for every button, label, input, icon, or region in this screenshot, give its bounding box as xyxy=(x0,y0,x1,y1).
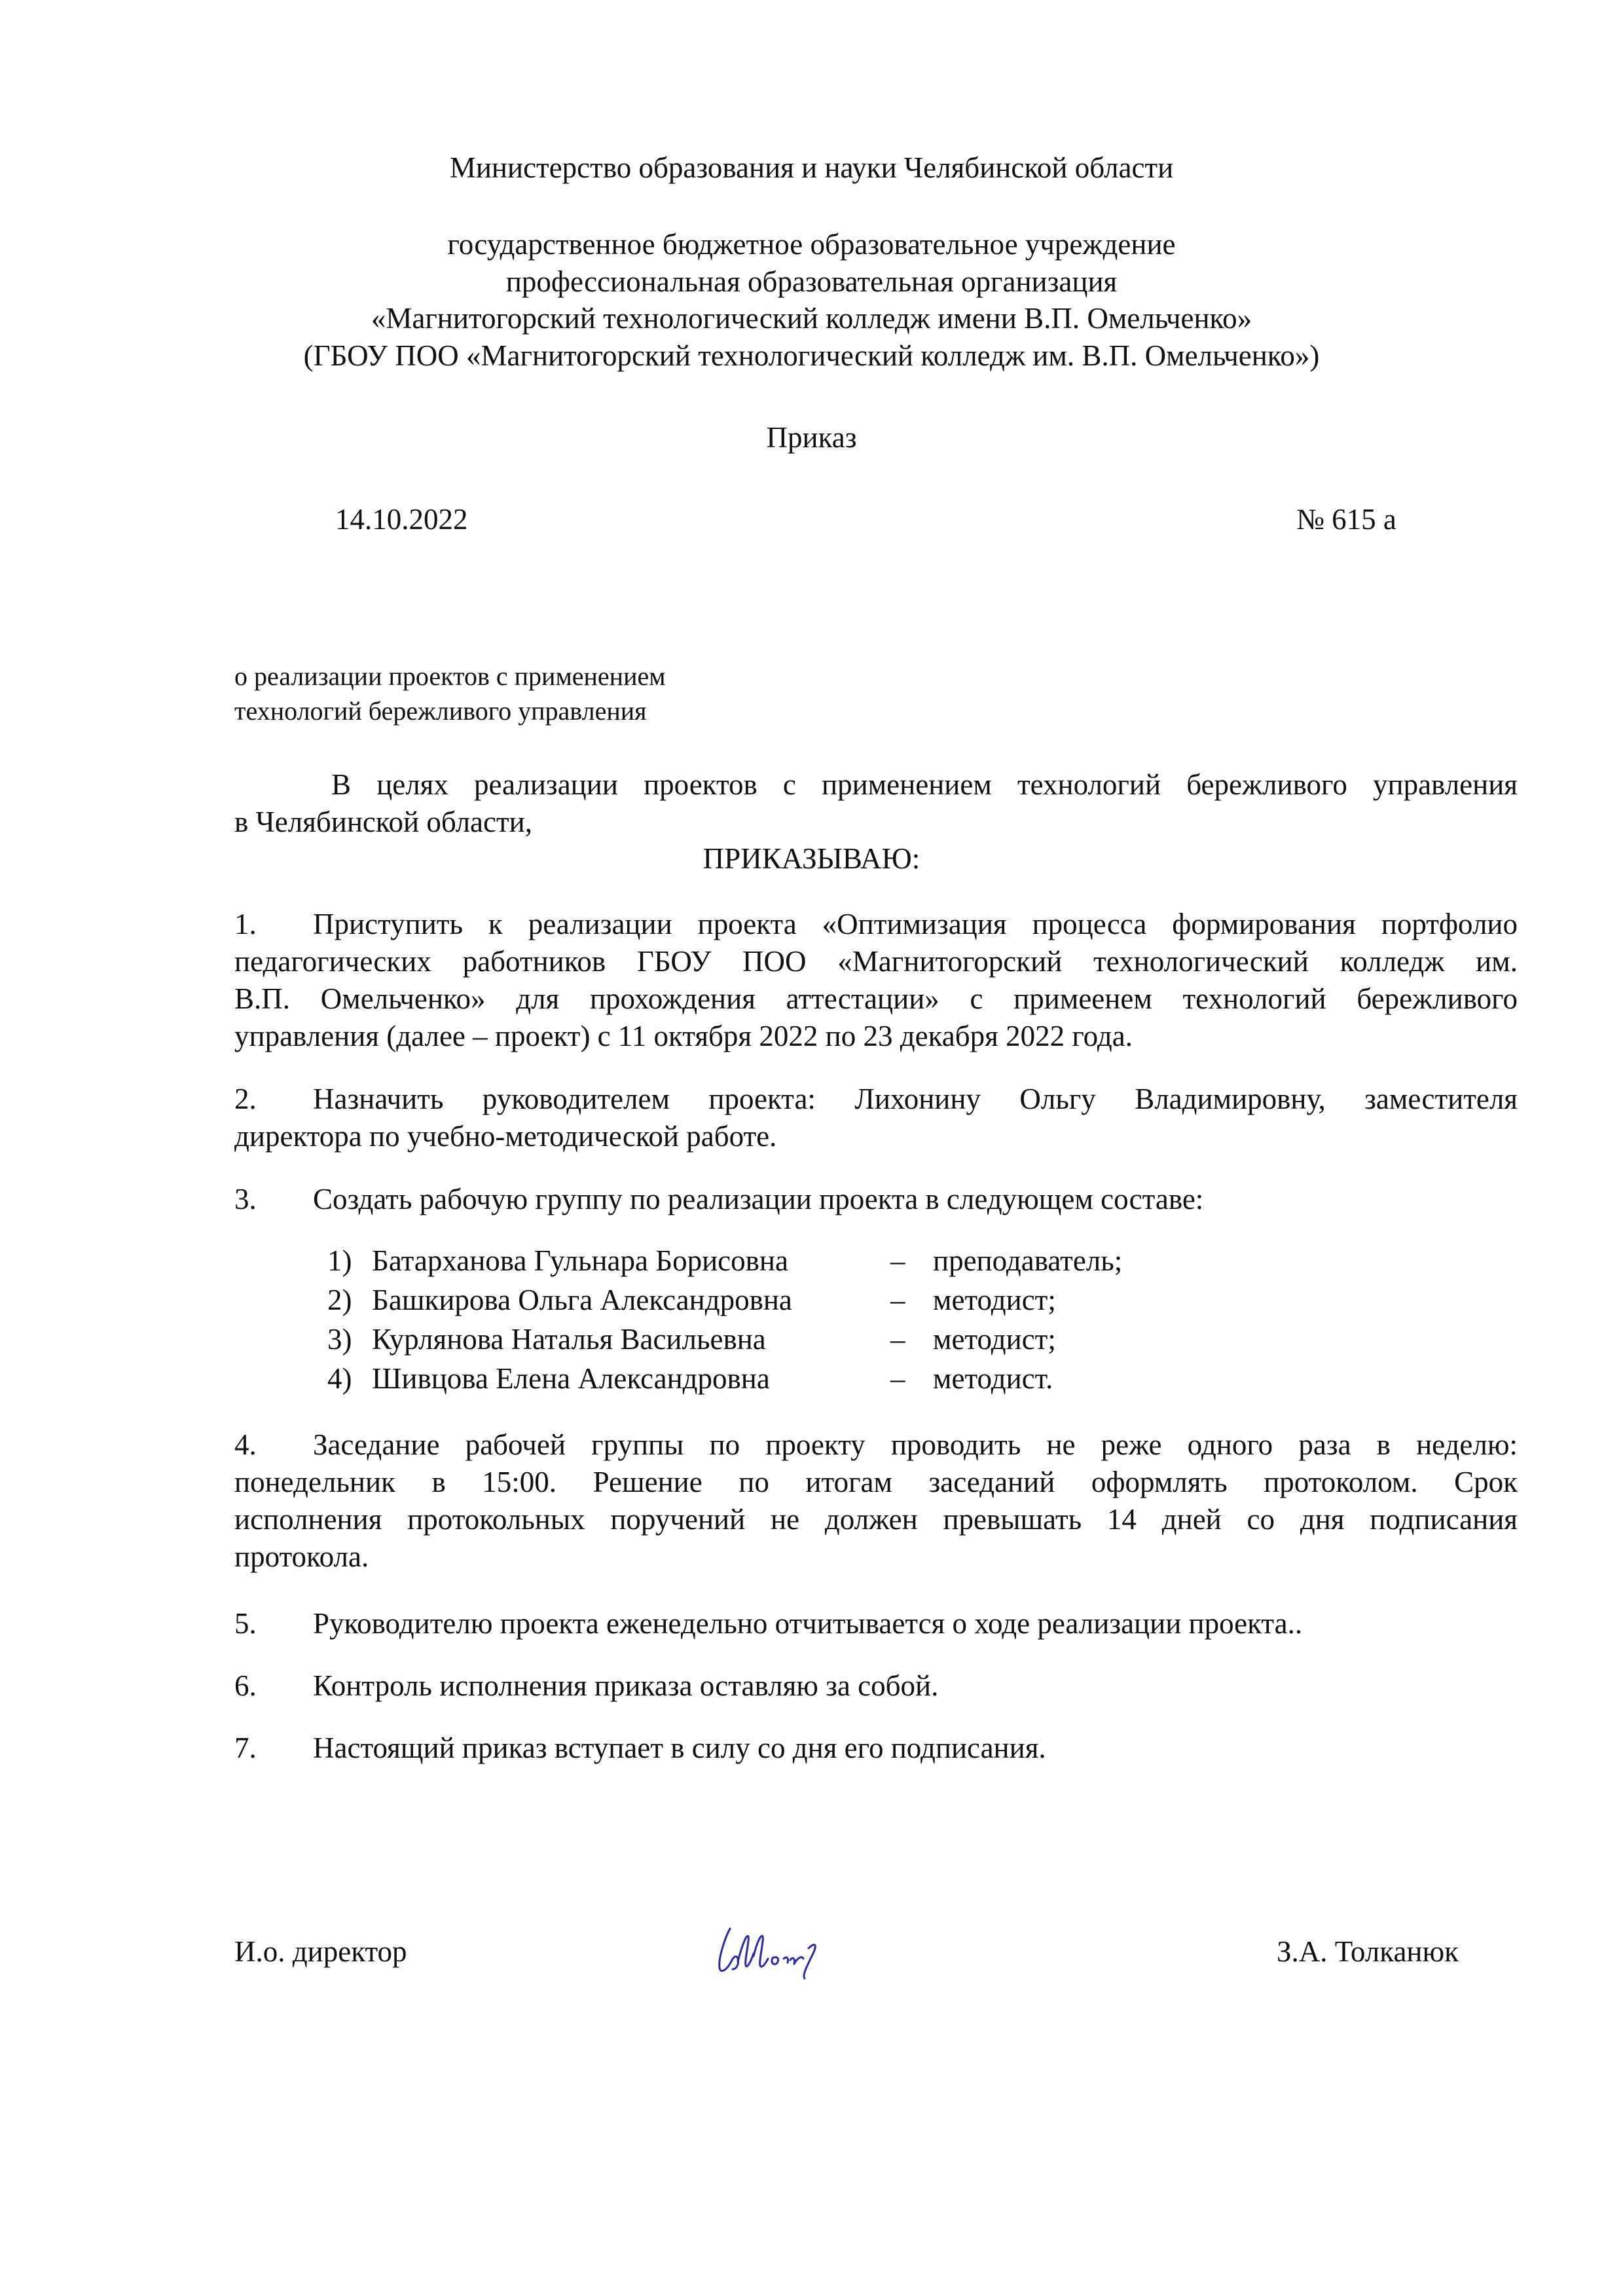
member-name: Башкирова Ольга Александровна xyxy=(372,1284,792,1316)
item-text: Приступить к реализации проекта «Оптимизация процесса формирования портфолио xyxy=(313,908,1518,940)
item-number: 3. xyxy=(234,1183,257,1215)
item-text: Руководителю проекта еженедельно отчитывается о ходе реализации проекта.. xyxy=(313,1607,1303,1640)
item-text: педагогических работников ГБОУ ПОО «Магнитогорский технологический колледж им. xyxy=(234,945,1518,978)
member-role: преподаватель; xyxy=(933,1244,1123,1277)
item-text: Контроль исполнения приказа оставляю за собой. xyxy=(313,1669,939,1702)
member-index: 4) xyxy=(327,1362,352,1395)
handwritten-signature-icon xyxy=(710,1922,867,1981)
org-line-4: (ГБОУ ПОО «Магнитогорский технологический колледж им. В.П. Омельченко») xyxy=(303,339,1320,372)
member-dash: – xyxy=(890,1323,905,1356)
item-text: исполнения протокольных поручений не должен превышать 14 дней со дня подписания xyxy=(234,1503,1518,1536)
item-number: 2. xyxy=(234,1083,257,1115)
item-3 xyxy=(234,1181,1518,1218)
item-7 xyxy=(234,1730,1518,1767)
intro-line-1: В целях реализации проектов с применением технологий бережливого управления xyxy=(331,768,1518,801)
org-line-2: профессиональная образовательная организация xyxy=(505,265,1118,298)
item-number: 5. xyxy=(234,1607,257,1640)
item-text: Настоящий приказ вступает в силу со дня его подписания. xyxy=(313,1731,1046,1764)
item-5 xyxy=(234,1605,1518,1642)
item-text: Создать рабочую группу по реализации проекта в следующем составе: xyxy=(313,1183,1204,1215)
member-role: методист; xyxy=(933,1323,1056,1356)
item-text: понедельник в 15:00. Решение по итогам заседаний оформлять протоколом. Срок xyxy=(234,1466,1518,1498)
member-index: 2) xyxy=(327,1284,352,1316)
member-dash: – xyxy=(890,1362,905,1395)
subject-line-2: технологий бережливого управления xyxy=(234,696,647,726)
member-index: 1) xyxy=(327,1244,352,1277)
item-text: Назначить руководителем проекта: Лихонину Ольгу Владимировну, заместителя xyxy=(313,1083,1518,1115)
ministry-name: Министерство образования и науки Челябинской области xyxy=(449,151,1174,184)
item-text: В.П. Омельченко» для прохождения аттестации» с примеенем технологий бережливого xyxy=(234,982,1518,1015)
item-2 xyxy=(234,1081,1518,1155)
item-text: Заседание рабочей группы по проекту проводить не реже одного раза в неделю: xyxy=(313,1428,1518,1461)
item-number: 7. xyxy=(234,1731,257,1764)
member-dash: – xyxy=(890,1244,905,1277)
member-index: 3) xyxy=(327,1323,352,1356)
intro-line-2: в Челябинской области, xyxy=(234,805,532,838)
member-role: методист. xyxy=(933,1362,1053,1395)
order-number: № 615 а xyxy=(1296,503,1396,536)
member-name: Шивцова Елена Александровна xyxy=(372,1362,770,1395)
item-number: 1. xyxy=(234,908,257,940)
item-1 xyxy=(234,906,1518,1055)
item-6 xyxy=(234,1667,1518,1705)
item-number: 4. xyxy=(234,1428,257,1461)
subject-line-1: о реализации проектов с применением xyxy=(234,661,666,691)
org-line-3: «Магнитогорский технологический колледж имени В.П. Омельченко» xyxy=(371,302,1252,335)
member-name: Батарханова Гульнара Борисовна xyxy=(372,1244,788,1277)
document-type: Приказ xyxy=(766,421,857,454)
item-text: протокола. xyxy=(234,1540,369,1573)
item-number: 6. xyxy=(234,1669,257,1702)
signatory-position: И.о. директор xyxy=(234,1935,407,1968)
org-line-1: государственное бюджетное образовательное учреждение xyxy=(447,228,1176,261)
signatory-name: З.А. Толканюк xyxy=(1277,1935,1459,1968)
order-word: ПРИКАЗЫВАЮ: xyxy=(702,842,921,875)
order-date: 14.10.2022 xyxy=(335,503,468,536)
item-text: директора по учебно-методической работе. xyxy=(234,1120,777,1153)
member-name: Курлянова Наталья Васильевна xyxy=(372,1323,766,1356)
item-4 xyxy=(234,1426,1518,1576)
member-dash: – xyxy=(890,1284,905,1316)
item-text: управления (далее – проект) с 11 октября 2022 по 23 декабря 2022 года. xyxy=(234,1020,1133,1052)
member-role: методист; xyxy=(933,1284,1056,1316)
